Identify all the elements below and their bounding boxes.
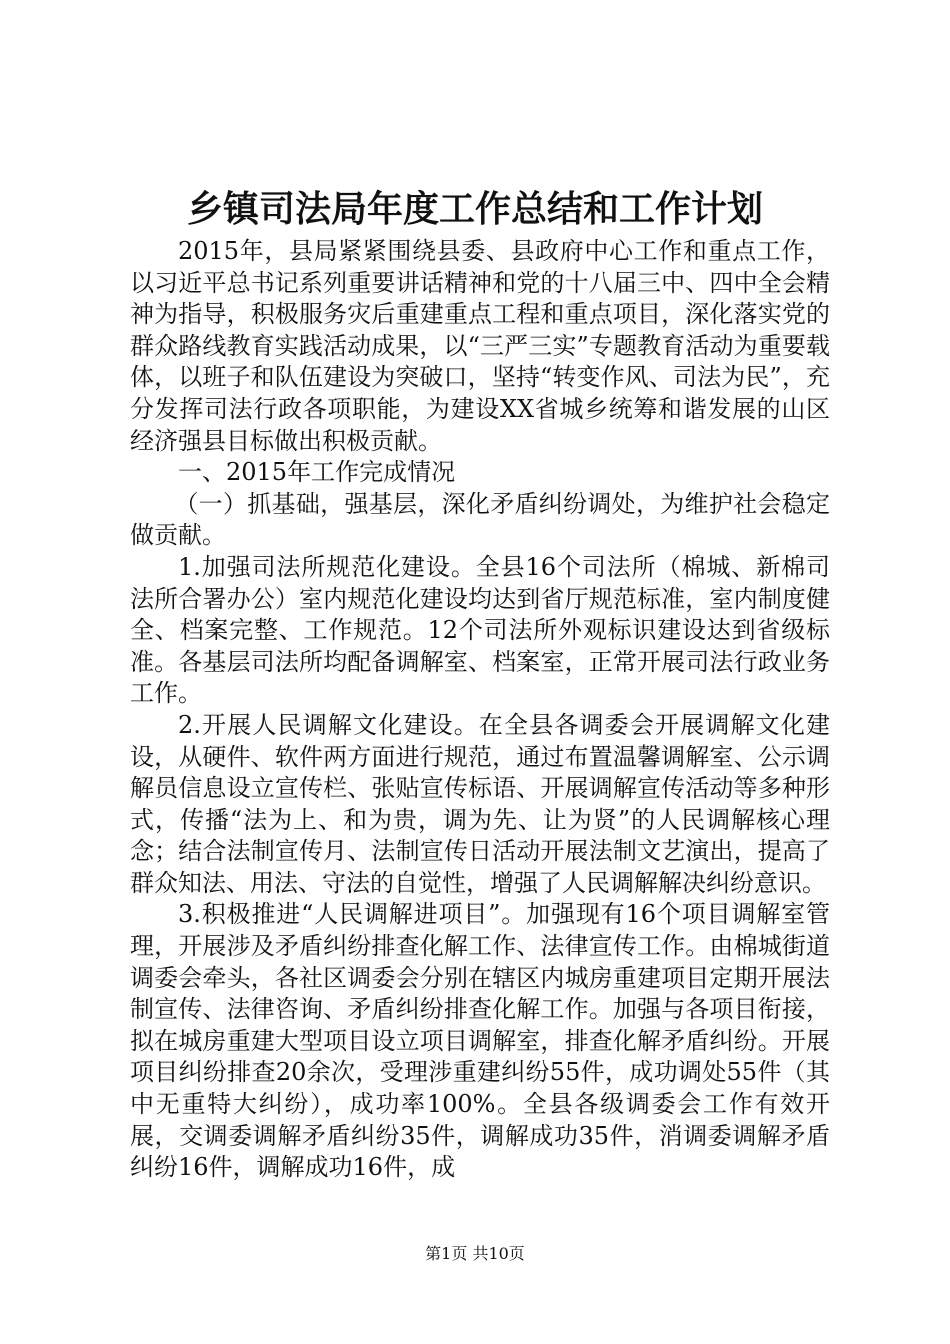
paragraph-item-2: 2.开展人民调解文化建设。在全县各调委会开展调解文化建设，从硬件、软件两方面进行规范，通过布置温馨调解室、公示调解员信息设立宣传栏、张贴宣传标语、开展调解宣传活动等多种形式，传播“法为上、和为贵，调为先、让为贤”的人民调解核心理念；结合法制宣传月、法制宣传日活动开展法制文艺演出，提高了群众知法、用法、守法的自觉性，增强了人民调解解决纠纷意识。 xyxy=(130,710,830,897)
intro-paragraph: 2015年，县局紧紧围绕县委、县政府中心工作和重点工作，以习近平总书记系列重要讲话精神和党的十八届三中、四中全会精神为指导，积极服务灾后重建重点工程和重点项目，深化落实党的群众路线教育实践活动成果，以“三严三实”专题教育活动为重要载体，以班子和队伍建设为突破口，坚持“转变作风、司法为民”，充分发挥司法行政各项职能，为建设XX省城乡统筹和谐发展的山区经济强县目标做出积极贡献。 xyxy=(130,237,830,455)
section-heading: 一、2015年工作完成情况 xyxy=(178,458,456,487)
paragraph-item-3: 3.积极推进“人民调解进项目”。加强现有16个项目调解室管理，开展涉及矛盾纠纷排查化解工作、法律宣传工作。由棉城街道调委会牵头，各社区调委会分别在辖区内城房重建项目定期开展法制宣传、法律咨询、矛盾纠纷排查化解工作。加强与各项目衔接，拟在城房重建大型项目设立项目调解室，排查化解矛盾纠纷。开展项目纠纷排查20余次，受理涉重建纠纷55件，成功调处55件（其中无重特大纠纷），成功率100%。全县各级调委会工作有效开展，交调委调解矛盾纠纷35件，调解成功35件，消调委调解矛盾纠纷16件，调解成功16件，成 xyxy=(130,900,830,1182)
page-footer: 第1页 共10页 xyxy=(425,1244,525,1263)
subsection-heading: （一）抓基础，强基层，深化矛盾纠纷调处，为维护社会稳定做贡献。 xyxy=(130,489,830,550)
document-title: 乡镇司法局年度工作总结和工作计划 xyxy=(186,188,763,230)
paragraph-item-1: 1.加强司法所规范化建设。全县16个司法所（棉城、新棉司法所合署办公）室内规范化建设均达到省厅规范标准，室内制度健全、档案完整、工作规范。12个司法所外观标识建设达到省级标准。各基层司法所均配备调解室、档案室，正常开展司法行政业务工作。 xyxy=(130,552,830,708)
document-body xyxy=(130,236,830,1184)
